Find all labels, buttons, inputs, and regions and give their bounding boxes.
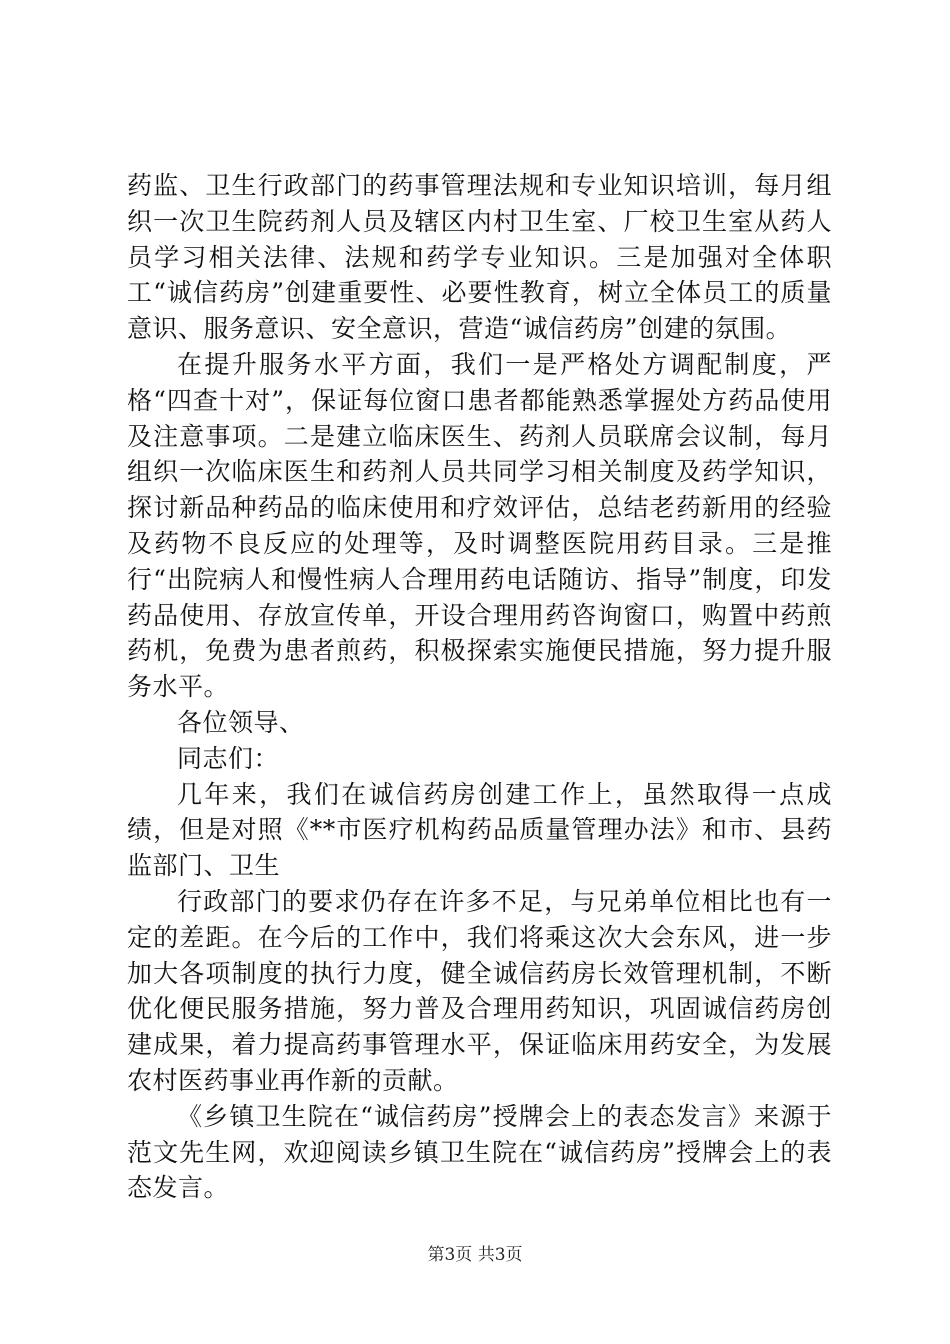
paragraph-service-level: 在提升服务水平方面，我们一是严格处方调配制度，严格“四查十对”，保证每位窗口患者都能熟悉掌握处方药品使用及注意事项。二是建立临床医生、药剂人员联席会议制，每月组织一次临床医生和药剂人员共同学习相关制度及药学知识，探讨新品种药品的临床使用和疗效评估，总结老药新用的经验及药物不良反应的处理等，及时调整医院用药目录。三是推行“出院病人和慢性病人合理用药电话随访、指导”制度，印发药品使用、存放宣传单，开设合理用药咨询窗口，购置中药煎药机，免费为患者煎药，积极探索实施便民措施，努力提升服务水平。: [127, 349, 832, 702]
paragraph-source-note: 《乡镇卫生院在“诚信药房”授牌会上的表态发言》来源于范文先生网，欢迎阅读乡镇卫生院在“诚信药房”授牌会上的表态发言。: [127, 1101, 832, 1203]
document-body: [127, 168, 832, 1206]
page-number-footer: 第3页 共3页: [427, 1245, 523, 1265]
paragraph-greeting-comrades: 同志们：: [177, 743, 280, 773]
paragraph-training: 药监、卫生行政部门的药事管理法规和专业知识培训，每月组织一次卫生院药剂人员及辖区内村卫生室、厂校卫生室从药人员学习相关法律、法规和药学专业知识。三是加强对全体职工“诚信药房”创建重要性、必要性教育，树立全体员工的质量意识、服务意识、安全意识，营造“诚信药房”创建的氛围。: [127, 171, 832, 344]
paragraph-greeting-leaders: 各位领导、: [177, 707, 305, 737]
paragraph-shortcomings: 行政部门的要求仍存在许多不足，与兄弟单位相比也有一定的差距。在今后的工作中，我们将乘这次大会东风，进一步加大各项制度的执行力度，健全诚信药房长效管理机制，不断优化便民服务措施，努力普及合理用药知识，巩固诚信药房创建成果，着力提高药事管理水平，保证临床用药安全，为发展农村医药事业再作新的贡献。: [127, 886, 832, 1095]
paragraph-achievements: 几年来，我们在诚信药房创建工作上，虽然取得一点成绩，但是对照《**市医疗机构药品质量管理办法》和市、县药监部门、卫生: [127, 779, 832, 881]
